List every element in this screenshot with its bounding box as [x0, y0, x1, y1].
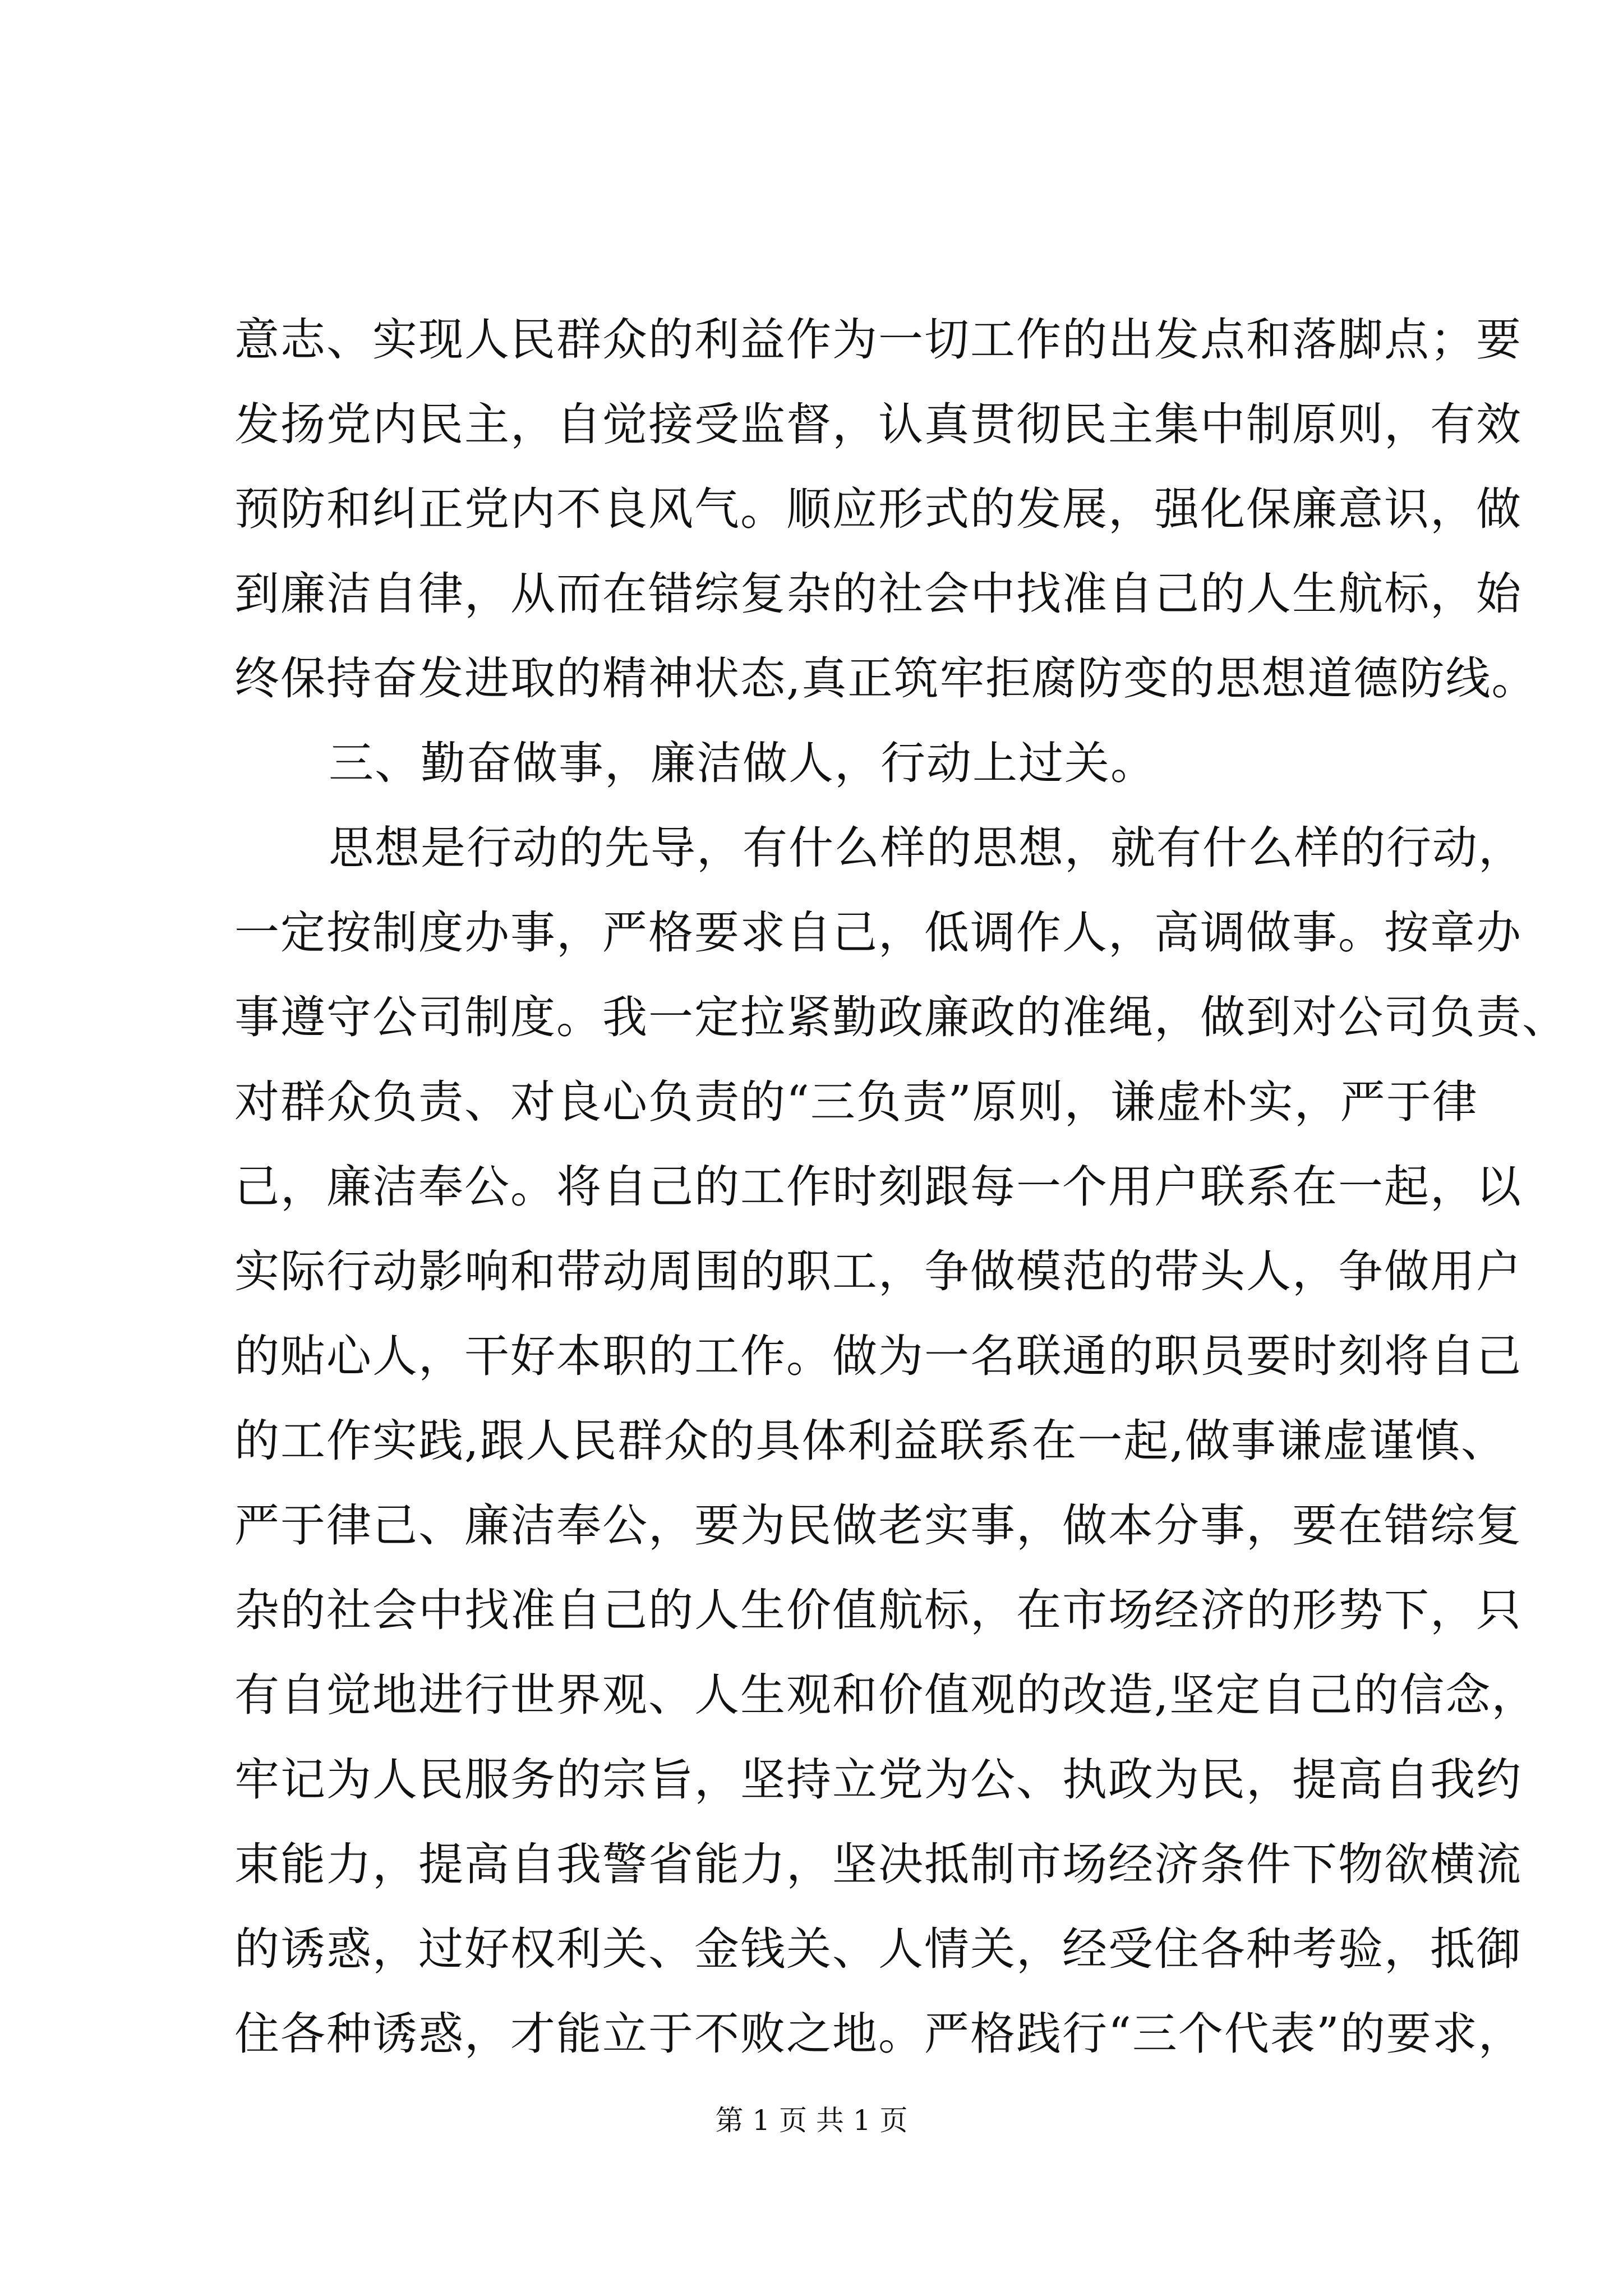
document-body — [234, 297, 1568, 2076]
text-line-4: 到廉洁自律，从而在错综复杂的社会中找准自己的人生航标，始 — [234, 568, 1522, 620]
text-line-20: 的诱惑，过好权利关、金钱关、人情关，经受住各种考验，抵御 — [234, 1923, 1522, 1975]
text-line-18: 牢记为人民服务的宗旨，坚持立党为公、执政为民，提高自我约 — [234, 1754, 1522, 1806]
text-line-3: 预防和纠正党内不良风气。顺应形式的发展，强化保廉意识，做 — [234, 483, 1522, 535]
page-number-footer: 第 1 页 共 1 页 — [715, 2104, 908, 2137]
text-line-9: 事遵守公司制度。我一定拉紧勤政廉政的准绳，做到对公司负责、 — [234, 991, 1568, 1043]
text-line-2: 发扬党内民主，自觉接受监督，认真贯彻民主集中制原则，有效 — [234, 398, 1522, 450]
section-heading: 三、勤奋做事，廉洁做人，行动上过关。 — [329, 737, 1156, 789]
text-line-1: 意志、实现人民群众的利益作为一切工作的出发点和落脚点；要 — [234, 314, 1522, 366]
text-line-5: 终保持奋发进取的精神状态,真正筑牢拒腐防变的思想道德防线。 — [234, 652, 1538, 705]
text-line-14: 的工作实践,跟人民群众的具体利益联系在一起,做事谦虚谨慎、 — [234, 1415, 1507, 1467]
text-line-13: 的贴心人，干好本职的工作。做为一名联通的职员要时刻将自己 — [234, 1330, 1522, 1382]
text-line-21: 住各种诱惑，才能立于不败之地。严格践行“三个代表”的要求， — [234, 2008, 1524, 2060]
text-line-15: 严于律己、廉洁奉公，要为民做老实事，做本分事，要在错综复 — [234, 1499, 1522, 1552]
text-line-16: 杂的社会中找准自己的人生价值航标，在市场经济的形势下，只 — [234, 1584, 1522, 1636]
text-line-19: 束能力，提高自我警省能力，坚决抵制市场经济条件下物欲横流 — [234, 1838, 1522, 1890]
text-line-8: 一定按制度办事，严格要求自己，低调作人，高调做事。按章办 — [234, 907, 1522, 959]
text-line-7: 思想是行动的先导，有什么样的思想，就有什么样的行动， — [329, 822, 1524, 874]
text-line-12: 实际行动影响和带动周围的职工，争做模范的带头人，争做用户 — [234, 1245, 1522, 1297]
text-line-17: 有自觉地进行世界观、人生观和价值观的改造,坚定自己的信念， — [234, 1669, 1538, 1721]
text-line-11: 己，廉洁奉公。将自己的工作时刻跟每一个用户联系在一起，以 — [234, 1161, 1522, 1213]
text-line-10: 对群众负责、对良心负责的“三负责”原则，谦虚朴实，严于律 — [234, 1076, 1478, 1128]
